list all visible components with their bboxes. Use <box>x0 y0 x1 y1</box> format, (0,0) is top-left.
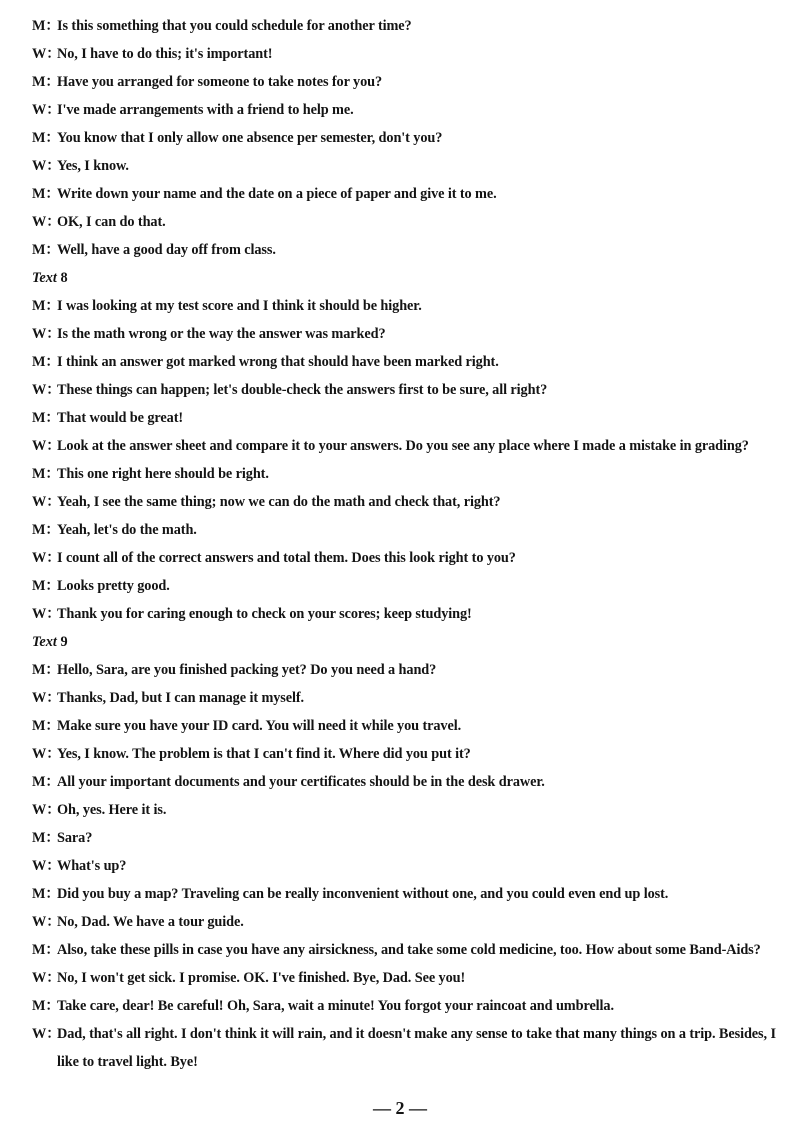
dialogue-line <box>32 740 782 768</box>
speaker-label: M： <box>32 74 60 90</box>
section-heading-number: 8 <box>60 270 68 286</box>
dialogue-text: Is the math wrong or the way the answer was marked? <box>57 326 386 342</box>
dialogue-text: I've made arrangements with a friend to help me. <box>57 102 354 118</box>
dialogue-line <box>32 348 782 376</box>
section-heading-label: Text <box>32 270 57 286</box>
speaker-label: M： <box>32 774 60 790</box>
dialogue-line <box>32 460 782 488</box>
dialogue-line <box>32 964 782 992</box>
speaker-label: M： <box>32 578 60 594</box>
speaker-label: W： <box>32 858 61 874</box>
dialogue-line <box>32 992 782 1020</box>
dialogue-line <box>32 40 782 68</box>
section-heading <box>32 264 782 292</box>
dialogue-text: I think an answer got marked wrong that should have been marked right. <box>57 354 499 370</box>
dialogue-text: What's up? <box>57 858 127 874</box>
speaker-label: M： <box>32 886 60 902</box>
speaker-label: M： <box>32 466 60 482</box>
dialogue-line <box>32 824 782 852</box>
dialogue-text: Yeah, I see the same thing; now we can do the math and check that, right? <box>57 494 501 510</box>
dialogue-line <box>32 572 782 600</box>
dialogue-line <box>32 796 782 824</box>
section-heading-label: Text <box>32 634 57 650</box>
speaker-label: W： <box>32 746 61 762</box>
speaker-label: W： <box>32 438 61 454</box>
dialogue-text: Well, have a good day off from class. <box>57 242 276 258</box>
speaker-label: M： <box>32 830 60 846</box>
speaker-label: M： <box>32 942 60 958</box>
page-number: — 2 — <box>373 1098 427 1118</box>
dialogue-line <box>32 768 782 796</box>
dialogue-line <box>32 404 782 432</box>
dialogue-text: Dad, that's all right. I don't think it will rain, and it doesn't make any sense to take that many things on a trip. Besides, I like to travel light. Bye! <box>57 1026 776 1070</box>
dialogue-text: No, I have to do this; it's important! <box>57 46 273 62</box>
speaker-label: W： <box>32 550 61 566</box>
dialogue-line <box>32 236 782 264</box>
section-heading <box>32 628 782 656</box>
speaker-label: W： <box>32 1026 61 1042</box>
dialogue-line <box>32 208 782 236</box>
speaker-label: M： <box>32 998 60 1014</box>
dialogue-line <box>32 516 782 544</box>
dialogue-text: No, I won't get sick. I promise. OK. I've finished. Bye, Dad. See you! <box>57 970 466 986</box>
dialogue-text: Hello, Sara, are you finished packing yet? Do you need a hand? <box>57 662 437 678</box>
dialogue-text: Thanks, Dad, but I can manage it myself. <box>57 690 305 706</box>
dialogue-text: Did you buy a map? Traveling can be really inconvenient without one, and you could even end up lost. <box>57 886 669 902</box>
dialogue-text: Oh, yes. Here it is. <box>57 802 167 818</box>
dialogue-text: Looks pretty good. <box>57 578 170 594</box>
dialogue-text: Yeah, let's do the math. <box>57 522 197 538</box>
dialogue-text: No, Dad. We have a tour guide. <box>57 914 244 930</box>
speaker-label: W： <box>32 914 61 930</box>
dialogue-line <box>32 292 782 320</box>
dialogue-line <box>32 544 782 572</box>
speaker-label: W： <box>32 46 61 62</box>
dialogue-text: Yes, I know. The problem is that I can't find it. Where did you put it? <box>57 746 471 762</box>
dialogue-line <box>32 320 782 348</box>
dialogue-line <box>32 656 782 684</box>
section-heading-number: 9 <box>60 634 68 650</box>
dialogue-line <box>32 880 782 908</box>
dialogue-line <box>32 488 782 516</box>
speaker-label: M： <box>32 410 60 426</box>
dialogue-line <box>32 432 782 460</box>
speaker-label: W： <box>32 158 61 174</box>
dialogue-text: Also, take these pills in case you have any airsickness, and take some cold medicine, too. How about some Band-Aids? <box>57 942 761 958</box>
speaker-label: W： <box>32 690 61 706</box>
dialogue-line <box>32 180 782 208</box>
dialogue-text: Take care, dear! Be careful! Oh, Sara, wait a minute! You forgot your raincoat and umbrella. <box>57 998 614 1014</box>
dialogue-text: Yes, I know. <box>57 158 129 174</box>
speaker-label: W： <box>32 382 61 398</box>
speaker-label: M： <box>32 354 60 370</box>
dialogue-line <box>32 1020 782 1076</box>
dialogue-text: Sara? <box>57 830 93 846</box>
dialogue-text: That would be great! <box>57 410 184 426</box>
dialogue-line <box>32 12 782 40</box>
speaker-label: W： <box>32 214 61 230</box>
speaker-label: M： <box>32 718 60 734</box>
dialogue-text: You know that I only allow one absence per semester, don't you? <box>57 130 443 146</box>
speaker-label: W： <box>32 494 61 510</box>
speaker-label: W： <box>32 606 61 622</box>
dialogue-line <box>32 152 782 180</box>
speaker-label: M： <box>32 186 60 202</box>
dialogue-line <box>32 68 782 96</box>
listening-transcript <box>32 12 782 1076</box>
dialogue-line <box>32 376 782 404</box>
dialogue-line <box>32 936 782 964</box>
dialogue-line <box>32 712 782 740</box>
dialogue-line <box>32 124 782 152</box>
speaker-label: M： <box>32 522 60 538</box>
dialogue-text: Thank you for caring enough to check on your scores; keep studying! <box>57 606 472 622</box>
dialogue-text: Write down your name and the date on a piece of paper and give it to me. <box>57 186 497 202</box>
speaker-label: M： <box>32 298 60 314</box>
dialogue-text: Look at the answer sheet and compare it to your answers. Do you see any place where I made a mistake in grading? <box>57 438 749 454</box>
dialogue-line <box>32 852 782 880</box>
dialogue-line <box>32 96 782 124</box>
speaker-label: M： <box>32 662 60 678</box>
dialogue-text: I count all of the correct answers and total them. Does this look right to you? <box>57 550 516 566</box>
speaker-label: W： <box>32 970 61 986</box>
dialogue-text: These things can happen; let's double-check the answers first to be sure, all right? <box>57 382 548 398</box>
dialogue-text: All your important documents and your certificates should be in the desk drawer. <box>57 774 545 790</box>
speaker-label: M： <box>32 130 60 146</box>
speaker-label: M： <box>32 18 60 34</box>
speaker-label: W： <box>32 802 61 818</box>
speaker-label: M： <box>32 242 60 258</box>
dialogue-text: I was looking at my test score and I think it should be higher. <box>57 298 422 314</box>
dialogue-text: Have you arranged for someone to take notes for you? <box>57 74 383 90</box>
speaker-label: W： <box>32 326 61 342</box>
dialogue-line <box>32 600 782 628</box>
dialogue-text: Is this something that you could schedule for another time? <box>57 18 412 34</box>
speaker-label: W： <box>32 102 61 118</box>
dialogue-text: This one right here should be right. <box>57 466 269 482</box>
dialogue-text: Make sure you have your ID card. You will need it while you travel. <box>57 718 462 734</box>
dialogue-line <box>32 908 782 936</box>
dialogue-text: OK, I can do that. <box>57 214 166 230</box>
dialogue-line <box>32 684 782 712</box>
